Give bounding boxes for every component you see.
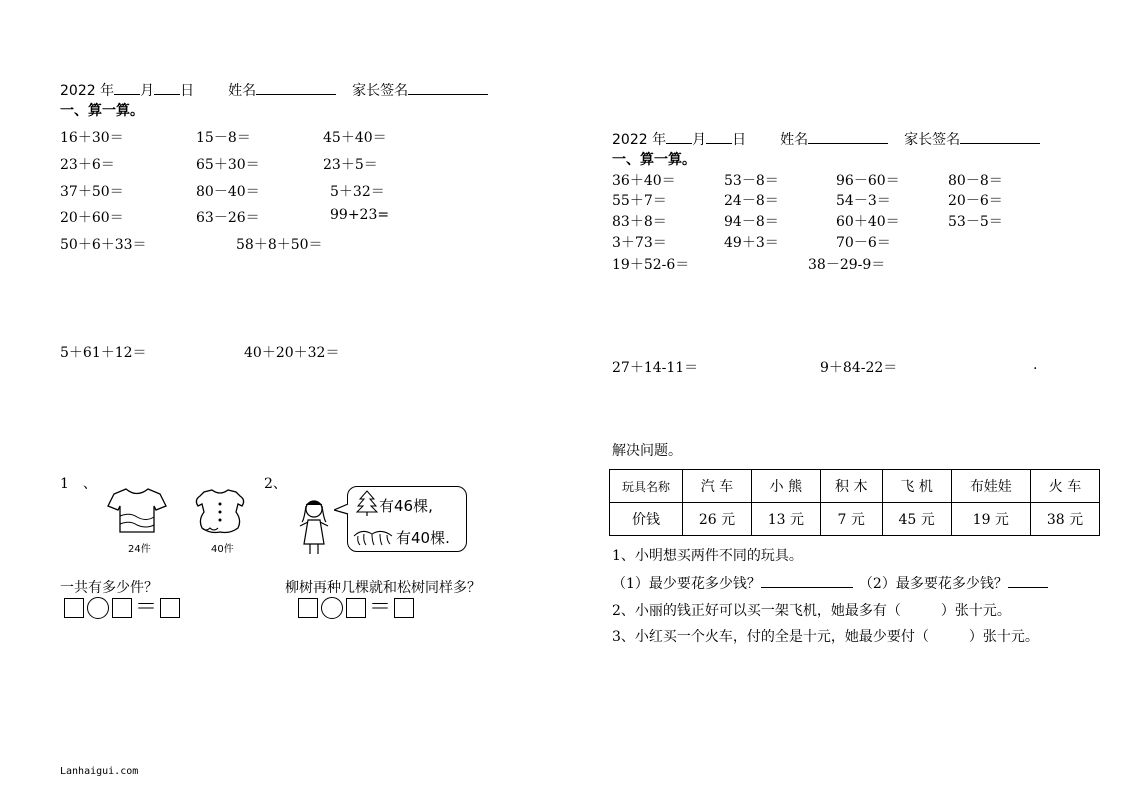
right-section-title: 一、算一算。	[612, 152, 696, 168]
pine-tree-icon	[356, 490, 378, 516]
right-exercise: 53－8＝	[724, 173, 779, 189]
right-exercise: 24－8＝	[724, 193, 779, 209]
table-cell: 26 元	[683, 503, 752, 536]
left-parent-field[interactable]	[408, 80, 488, 95]
question-2-text: 2、小丽的钱正好可以买一架飞机，她最多有（	[612, 603, 901, 619]
right-exercise: 53－5＝	[948, 214, 1003, 230]
right-day-blank[interactable]	[706, 129, 732, 144]
answer-box[interactable]	[346, 598, 366, 618]
table-cell: 7 元	[820, 503, 882, 536]
question-3-text: 3、小红买一个火车，付的全是十元，她最少要付（	[612, 629, 929, 645]
left-exercise: 23＋5＝	[323, 157, 378, 173]
table-header-cell: 玩具名称	[610, 470, 683, 503]
problem2-question: 柳树再种几棵就和松树同样多？	[285, 580, 481, 596]
bubble-tail	[334, 502, 349, 516]
question-3-suffix: ）张十元。	[968, 629, 1039, 645]
left-header	[60, 80, 488, 100]
question-2-suffix: ）张十元。	[940, 603, 1011, 619]
right-exercise: 60＋40＝	[836, 214, 900, 230]
table-cell: 45 元	[882, 503, 951, 536]
left-exercise: 99+23=	[330, 207, 390, 223]
right-header	[612, 129, 1040, 149]
table-cell: 飞 机	[882, 470, 951, 503]
table-cell: 布娃娃	[951, 470, 1031, 503]
problem1-question: 一共有多少件？	[60, 580, 158, 596]
left-exercise: 40＋20＋32＝	[244, 345, 340, 361]
problem1-answer-boxes	[64, 597, 180, 619]
left-month: 月	[140, 83, 155, 99]
right-exercise: 36＋40＝	[612, 173, 676, 189]
right-day: 日	[732, 132, 747, 148]
left-exercise: 20＋60＝	[60, 210, 124, 226]
answer-box[interactable]	[394, 598, 414, 618]
left-exercise: 37＋50＝	[60, 184, 124, 200]
left-parent-label: 家长签名	[352, 83, 409, 99]
table-row	[610, 503, 1100, 536]
question-1a-answer[interactable]	[761, 573, 853, 588]
answer-box[interactable]	[160, 598, 180, 618]
right-exercise: 70－6＝	[836, 235, 891, 251]
left-exercise: 16＋30＝	[60, 130, 124, 146]
left-exercise: 23＋6＝	[60, 157, 115, 173]
table-cell: 小 熊	[751, 470, 820, 503]
left-year: 2022 年	[60, 83, 115, 99]
left-section-title: 一、算一算。	[60, 103, 144, 119]
table-header-cell: 价钱	[610, 503, 683, 536]
problem2-number: 2、	[264, 476, 287, 492]
right-exercise: 49＋3＝	[724, 235, 779, 251]
left-exercise: 58＋8＋50＝	[236, 237, 323, 253]
right-exercise: 80－8＝	[948, 173, 1003, 189]
table-cell: 火 车	[1031, 470, 1100, 503]
question-1: 1、小明想买两件不同的玩具。	[612, 548, 803, 564]
pine-count: 有46棵,	[379, 497, 433, 515]
answer-box[interactable]	[64, 598, 84, 618]
right-month-blank[interactable]	[666, 129, 692, 144]
right-exercise: 83＋8＝	[612, 214, 667, 230]
answer-box[interactable]	[298, 598, 318, 618]
operator-circle[interactable]	[87, 597, 109, 619]
willow-tree-icon	[352, 526, 394, 546]
right-parent-label: 家长签名	[904, 132, 961, 148]
equals-sign: ＝	[135, 595, 158, 620]
problem1-number: 1 、	[60, 476, 97, 492]
left-exercise: 65＋30＝	[196, 157, 260, 173]
solve-section-title: 解决问题。	[612, 443, 682, 459]
right-exercise: 19＋52-6＝	[612, 257, 690, 273]
table-cell: 19 元	[951, 503, 1031, 536]
right-exercise: 94－8＝	[724, 214, 779, 230]
right-exercise: 96－60＝	[836, 173, 900, 189]
table-row	[610, 470, 1100, 503]
left-exercise: 45＋40＝	[323, 130, 387, 146]
left-exercise: 5＋32＝	[330, 184, 385, 200]
table-cell: 38 元	[1031, 503, 1100, 536]
left-exercise: 50＋6＋33＝	[60, 237, 147, 253]
question-1b-answer[interactable]	[1008, 573, 1048, 588]
question-1b-text: （2）最多要花多少钱？	[858, 576, 1008, 592]
right-parent-field[interactable]	[960, 129, 1040, 144]
right-name-field[interactable]	[808, 129, 888, 144]
question-1a-text: （1）最少要花多少钱？	[612, 576, 761, 592]
willow-count: 有40棵.	[396, 529, 450, 547]
left-day: 日	[180, 83, 195, 99]
right-year: 2022 年	[612, 132, 667, 148]
left-name-label: 姓名	[228, 83, 257, 99]
right-exercise: 55＋7＝	[612, 193, 667, 209]
toy-price-table	[609, 469, 1100, 536]
right-exercise: 54－3＝	[836, 193, 891, 209]
footer-site: Lanhaigui.com	[60, 766, 139, 777]
operator-circle[interactable]	[321, 597, 343, 619]
left-exercise: 80－40＝	[196, 184, 260, 200]
dress-caption: 40件	[211, 544, 234, 555]
answer-box[interactable]	[112, 598, 132, 618]
girl-icon	[296, 496, 332, 558]
left-exercise: 5＋61＋12＝	[60, 345, 147, 361]
table-cell: 积 木	[820, 470, 882, 503]
dress-icon	[190, 486, 250, 536]
question-1a	[612, 573, 1048, 593]
right-exercise: 38－29-9＝	[808, 257, 886, 273]
left-exercise: 63－26＝	[196, 210, 260, 226]
problem2-answer-boxes	[298, 597, 414, 619]
right-exercise: 9＋84-22＝	[820, 360, 898, 376]
stray-dot: .	[1033, 357, 1038, 373]
shirt-icon	[106, 486, 168, 536]
equals-sign: ＝	[369, 595, 392, 620]
left-day-blank[interactable]	[154, 80, 180, 95]
right-name-label: 姓名	[780, 132, 809, 148]
right-month: 月	[692, 132, 707, 148]
left-month-blank[interactable]	[114, 80, 140, 95]
question-3	[612, 626, 1039, 646]
left-exercise: 15－8＝	[196, 130, 251, 146]
question-2	[612, 600, 1011, 620]
right-exercise: 27＋14-11＝	[612, 360, 699, 376]
right-exercise: 20－6＝	[948, 193, 1003, 209]
shirt-caption: 24件	[128, 544, 151, 555]
right-exercise: 3＋73＝	[612, 235, 667, 251]
table-cell: 13 元	[751, 503, 820, 536]
left-name-field[interactable]	[256, 80, 336, 95]
table-cell: 汽 车	[683, 470, 752, 503]
